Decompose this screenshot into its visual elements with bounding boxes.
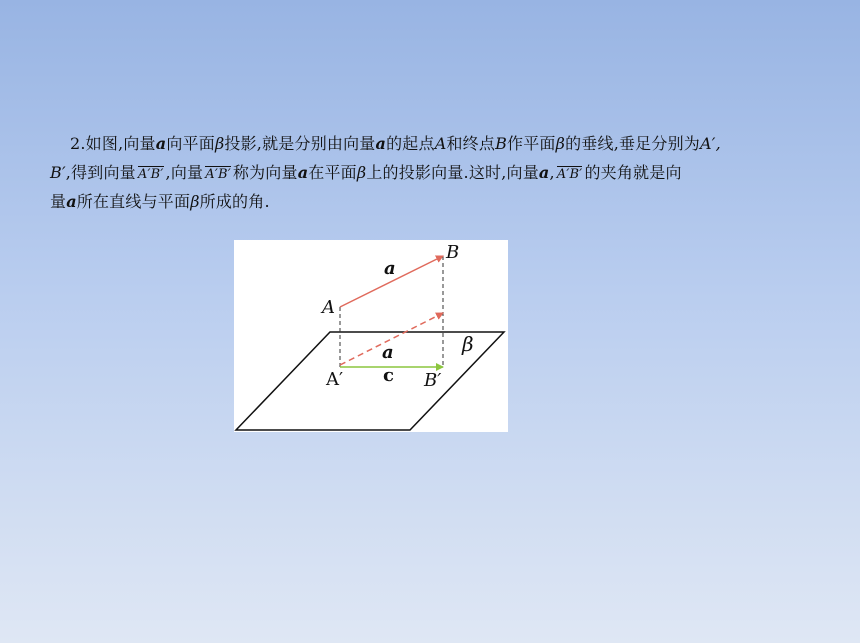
text-segment: 的起点: [386, 134, 435, 153]
text-segment: 向平面: [166, 134, 215, 153]
text-segment: 的夹角就是向: [584, 163, 682, 182]
problem-paragraph: [50, 129, 840, 216]
vector-a-prime-b-prime: A′B′: [137, 167, 164, 182]
label-b-prime: B′: [424, 370, 442, 391]
plane-beta-symbol: β: [356, 163, 367, 182]
vector-a-symbol: a: [375, 134, 387, 153]
point-b-prime-symbol: B′: [50, 163, 66, 182]
vector-a-symbol: a: [538, 163, 550, 182]
problem-line-2: [50, 158, 840, 187]
plane-beta-symbol: β: [214, 134, 225, 153]
text-segment: 投影,就是分别由向量: [224, 134, 376, 153]
text-segment: ,: [549, 163, 555, 182]
text-segment: 量: [50, 192, 67, 211]
vector-a-symbol: a: [66, 192, 77, 211]
text-segment: 作平面: [507, 134, 556, 153]
text-segment: 称为向量: [232, 163, 298, 182]
vector-a-prime-b-prime: A′B′: [556, 167, 583, 182]
plane-beta-symbol: β: [190, 192, 200, 211]
text-segment: ,得到向量: [65, 163, 136, 182]
projection-figure: [234, 240, 508, 432]
point-b-symbol: B: [495, 134, 508, 153]
problem-line-3: [50, 187, 840, 216]
label-vector-c: c: [383, 365, 394, 386]
problem-line-1: [50, 129, 840, 158]
text-segment: 如图,向量: [85, 134, 156, 153]
text-segment: 所在直线与平面: [76, 192, 191, 211]
label-b: B: [446, 242, 460, 263]
point-a-prime-symbol: A′,: [699, 134, 721, 153]
text-segment: 的垂线,垂足分别为: [565, 134, 700, 153]
problem-number: 2.: [70, 134, 86, 153]
label-vector-a-dashed: a: [382, 342, 394, 363]
text-segment: ,向量: [165, 163, 204, 182]
vector-a-prime-b-prime: A′B′: [205, 167, 231, 182]
text-segment: 和终点: [446, 134, 496, 153]
label-vector-a-top: a: [384, 258, 396, 279]
point-a-symbol: A: [434, 134, 447, 153]
label-a: A: [322, 297, 335, 318]
label-plane-beta: β: [462, 332, 474, 356]
projection-diagram: [234, 240, 508, 432]
label-a-prime: A′: [326, 369, 344, 390]
text-segment: 所成的角.: [199, 192, 270, 211]
plane-beta-symbol: β: [555, 134, 566, 153]
vector-a-symbol: a: [297, 163, 309, 182]
vector-a-symbol: a: [155, 134, 167, 153]
text-segment: 在平面: [308, 163, 357, 182]
text-segment: 上的投影向量.这时,向量: [366, 163, 539, 182]
